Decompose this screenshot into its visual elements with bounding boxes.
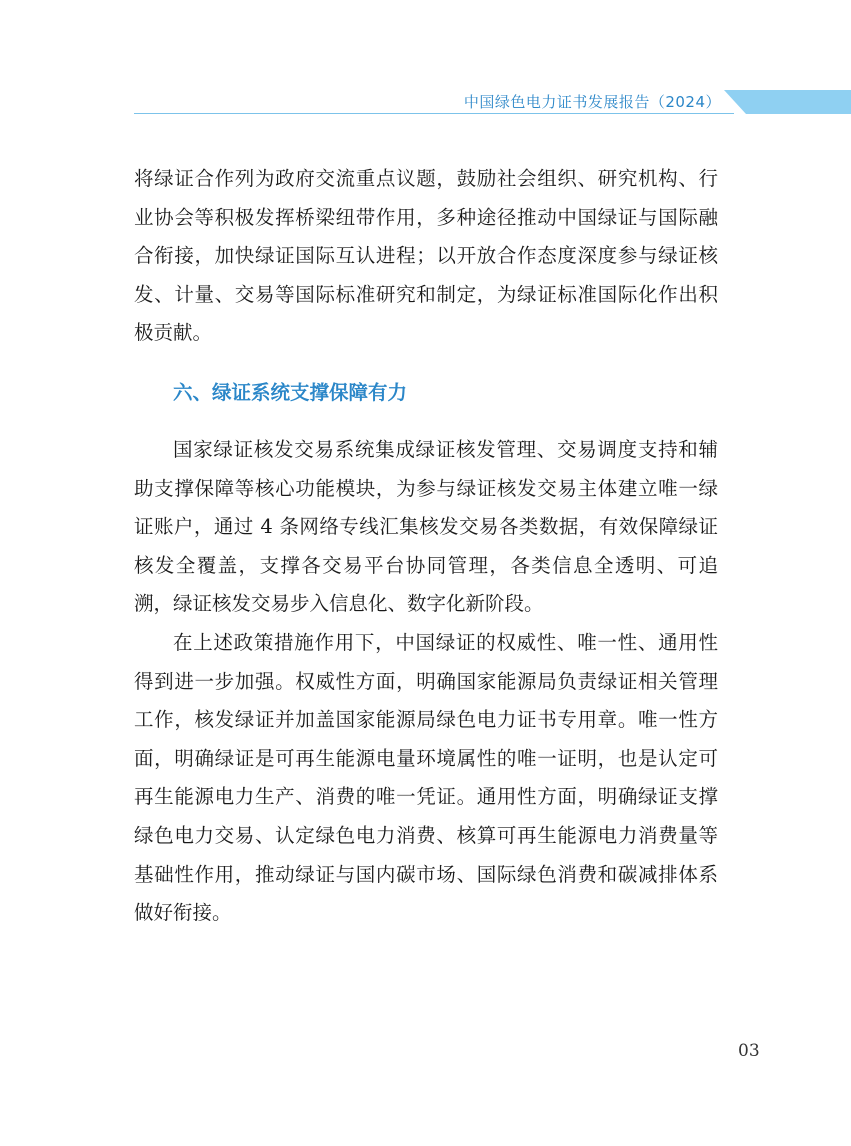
- page-body: [134, 160, 718, 933]
- header-decorative-tab: [724, 90, 851, 114]
- body-paragraph-continued: 将绿证合作列为政府交流重点议题，鼓励社会组织、研究机构、行业协会等积极发挥桥梁纽带作用，多种途径推动中国绿证与国际融合衔接，加快绿证国际互认进程；以开放合作态度深度参与绿证核发、计量、交易等国际标准研究和制定，为绿证标准国际化作出积极贡献。: [134, 167, 718, 345]
- section-heading: 六、绿证系统支撑保障有力: [173, 380, 408, 404]
- body-paragraph: 国家绿证核发交易系统集成绿证核发管理、交易调度支持和辅助支撑保障等核心功能模块，为参与绿证核发交易主体建立唯一绿证账户，通过 4 条网络专线汇集核发交易各类数据，有效保障绿证核发全覆盖，支撑各交易平台协同管理，各类信息全透明、可追溯，绿证核发交易步入信息化、数字化新阶段。: [134, 437, 718, 616]
- page-number: 03: [738, 1041, 760, 1061]
- report-title: 中国绿色电力证书发展报告（2024）: [463, 93, 721, 111]
- header-divider: [134, 113, 734, 114]
- body-paragraph: 在上述政策措施作用下，中国绿证的权威性、唯一性、通用性得到进一步加强。权威性方面，明确国家能源局负责绿证相关管理工作，核发绿证并加盖国家能源局绿色电力证书专用章。唯一性方面，明确绿证是可再生能源电量环境属性的唯一证明，也是认定可再生能源电力生产、消费的唯一凭证。通用性方面，明确绿证支撑绿色电力交易、认定绿色电力消费、核算可再生能源电力消费量等基础性作用，推动绿证与国内碳市场、国际绿色消费和碳减排体系做好衔接。: [134, 630, 718, 925]
